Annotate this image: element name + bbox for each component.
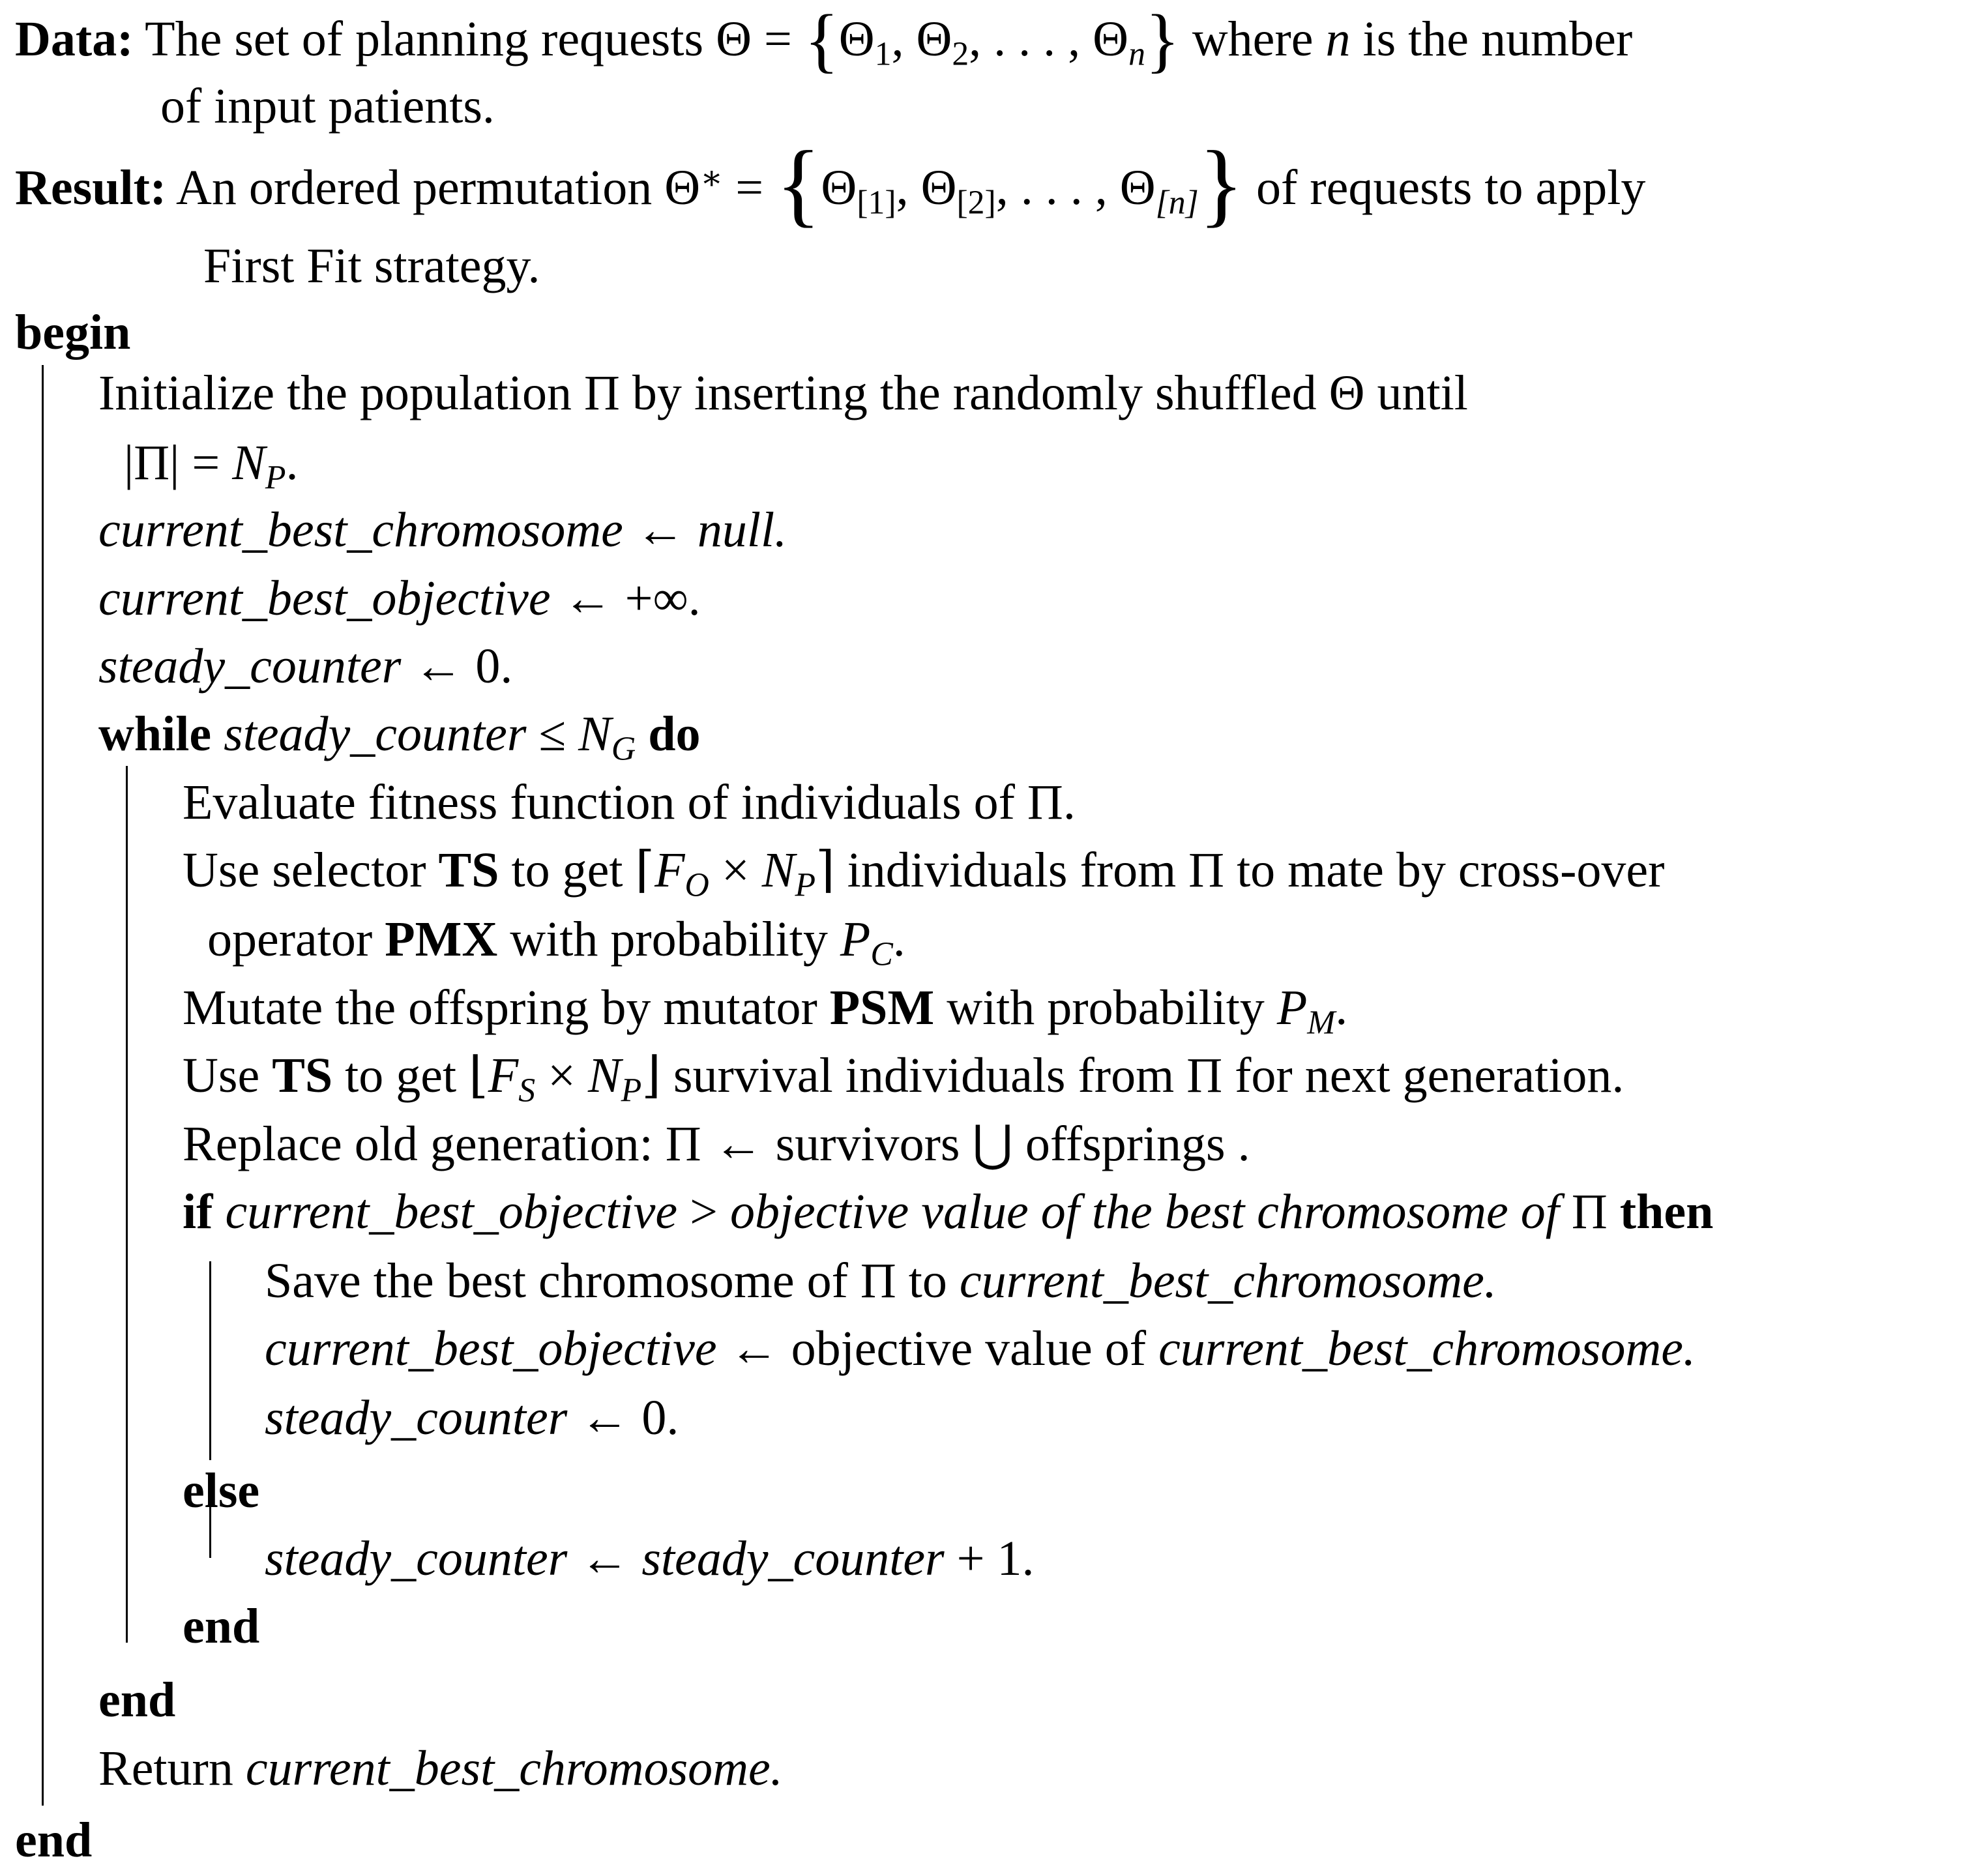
while-block-bar: [126, 766, 128, 1643]
evaluate-line: Evaluate fitness function of individuals of Π.: [183, 775, 1076, 830]
init-line: Initialize the population Π by inserting the randomly shuffled Θ until: [98, 366, 1468, 420]
data-line: Data: The set of planning requests $\Theta = \{\Theta_1$, $\Theta_2$, . . . , $\Theta_n$} where n is the number: [15, 0, 1633, 80]
end-if-keyword: end: [183, 1599, 260, 1654]
end-while-keyword: end: [98, 1673, 176, 1727]
init-continuation: $|\Pi| = N_P$.: [124, 435, 299, 497]
data-continuation: of input patients.: [160, 79, 495, 134]
increment-counter-line: steady_counter ← steady_counter + 1.: [265, 1531, 1035, 1586]
result-label: Result:: [15, 160, 167, 215]
assign-steady-counter: steady_counter ← 0.: [98, 639, 513, 694]
replace-line: Replace old generation: Π ← survivors ⋃ offsprings .: [183, 1117, 1250, 1171]
data-label: Data:: [15, 12, 134, 66]
assign-best-chromosome: current_best_chromosome ← null.: [98, 503, 787, 557]
select-line: Use selector TS to get $⌈F_O$ × $N_P⌉$ individuals from Π to mate by cross-over: [183, 843, 1665, 904]
begin-keyword: begin: [15, 305, 131, 360]
then-block-bar: [209, 1261, 211, 1460]
mutate-line: Mutate the offspring by mutator PSM with probability $P_M$.: [183, 980, 1348, 1042]
update-objective-line: current_best_objective ← objective value of current_best_chromosome.: [265, 1321, 1696, 1376]
end-begin-keyword: end: [15, 1813, 93, 1868]
save-line: Save the best chromosome of Π to current_best_chromosome.: [265, 1253, 1497, 1308]
begin-block-bar: [42, 365, 44, 1806]
if-line: if current_best_objective > objective value of the best chromosome of Π then: [183, 1184, 1714, 1239]
return-line: Return current_best_chromosome.: [98, 1741, 783, 1796]
while-line: while steady_counter ≤ $N_G$ do: [98, 707, 701, 768]
select-continuation: operator PMX with probability $P_C$.: [207, 912, 905, 973]
result-continuation: First Fit strategy.: [203, 239, 540, 293]
reset-counter-line: steady_counter ← 0.: [265, 1390, 679, 1445]
else-keyword: else: [183, 1463, 260, 1518]
survive-line: Use TS to get $⌊F_S$ × $N_P⌋$ survival individuals from Π for next generation.: [183, 1048, 1625, 1109]
result-line: Result: An ordered permutation $\Theta^∗ = \{\Theta_{[1]}$, $\Theta_{[2]}$, . . . , $\Theta_{[n]}$} of requests to apply: [15, 132, 1646, 237]
assign-best-objective: current_best_objective ← +∞.: [98, 571, 701, 626]
